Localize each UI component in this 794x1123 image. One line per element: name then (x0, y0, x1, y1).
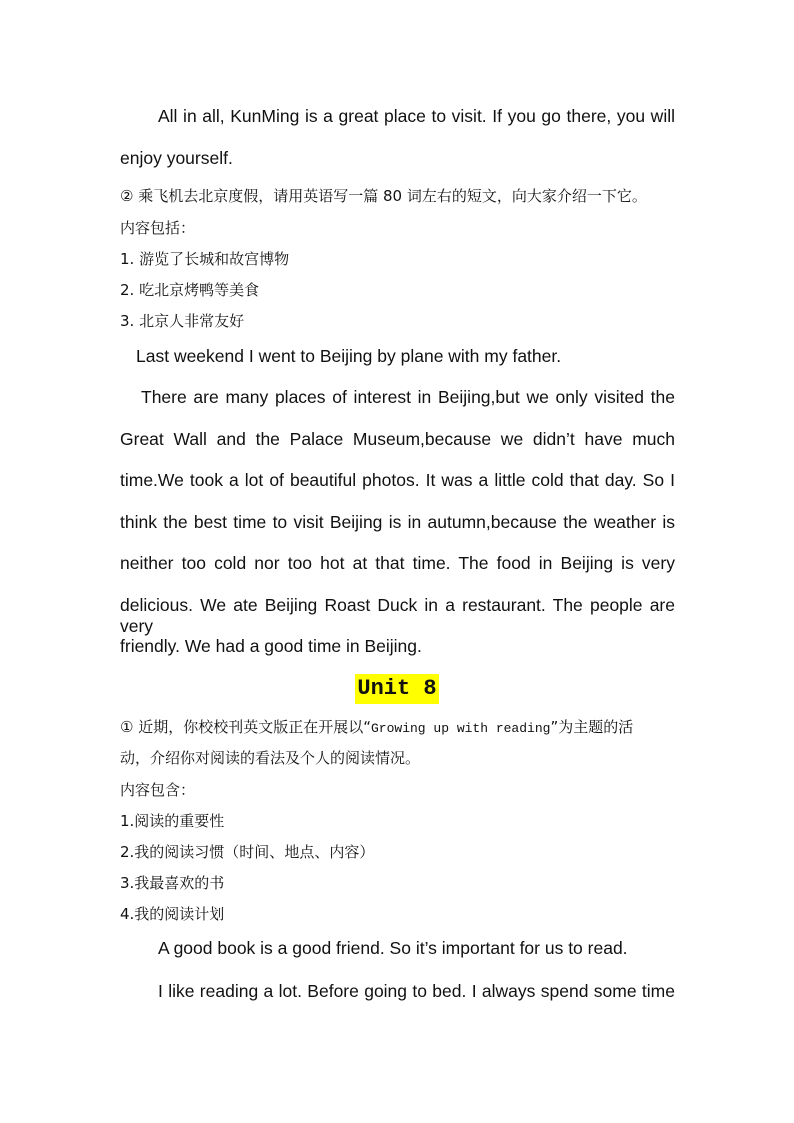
reading-task-prompt (120, 716, 633, 737)
beijing-task-point-3: 3. 北京人非常友好 (120, 312, 245, 330)
beijing-essay-line-3: Great Wall and the Palace Museum,because we didn’t have much (120, 429, 675, 449)
beijing-task-prompt-label: 内容包括： (120, 219, 196, 237)
unit-heading-row (0, 674, 794, 704)
reading-task-point-4: 4.我的阅读计划 (120, 905, 225, 923)
beijing-task-point-1: 1. 游览了长城和故宫博物 (120, 250, 290, 268)
beijing-essay-line-5: think the best time to visit Beijing is in autumn,because the weather is (120, 512, 675, 532)
beijing-essay-line-7: delicious. We ate Beijing Roast Duck in a restaurant. The people are very (120, 595, 675, 636)
beijing-essay-line-8: friendly. We had a good time in Beijing. (120, 636, 422, 656)
beijing-essay-line-1: Last weekend I went to Beijing by plane with my father. (136, 346, 562, 366)
beijing-task-point-2: 2. 吃北京烤鸭等美食 (120, 281, 260, 299)
kunming-conclusion-line-1: All in all, KunMing is a great place to visit. If you go there, you will (158, 106, 675, 126)
reading-task-prompt-part-a: ① 近期，你校校刊英文版正在开展以“ (120, 718, 371, 736)
reading-task-theme: Growing up with reading (371, 721, 551, 736)
reading-essay-line-1: A good book is a good friend. So it’s important for us to read. (158, 938, 628, 958)
reading-task-prompt-part-c: ”为主题的活 (550, 718, 634, 736)
beijing-essay-line-2: There are many places of interest in Beijing,but we only visited the (141, 387, 675, 407)
reading-essay-line-2: I like reading a lot. Before going to bed. I always spend some time (158, 981, 675, 1001)
reading-task-point-2: 2.我的阅读习惯（时间、地点、内容） (120, 843, 375, 861)
reading-task-prompt-label: 内容包含： (120, 781, 196, 799)
beijing-essay-line-6: neither too cold nor too hot at that time. The food in Beijing is very (120, 553, 675, 573)
beijing-task-prompt: ② 乘飞机去北京度假，请用英语写一篇 80 词左右的短文，向大家介绍一下它。 (120, 187, 647, 205)
unit-heading: Unit 8 (355, 674, 438, 704)
kunming-conclusion-line-2: enjoy yourself. (120, 148, 233, 168)
reading-task-point-3: 3.我最喜欢的书 (120, 874, 225, 892)
beijing-essay-line-4: time.We took a lot of beautiful photos. It was a little cold that day. So I (120, 470, 675, 490)
reading-task-prompt-line-2: 动，介绍你对阅读的看法及个人的阅读情况。 (120, 749, 421, 767)
reading-task-point-1: 1.阅读的重要性 (120, 812, 225, 830)
